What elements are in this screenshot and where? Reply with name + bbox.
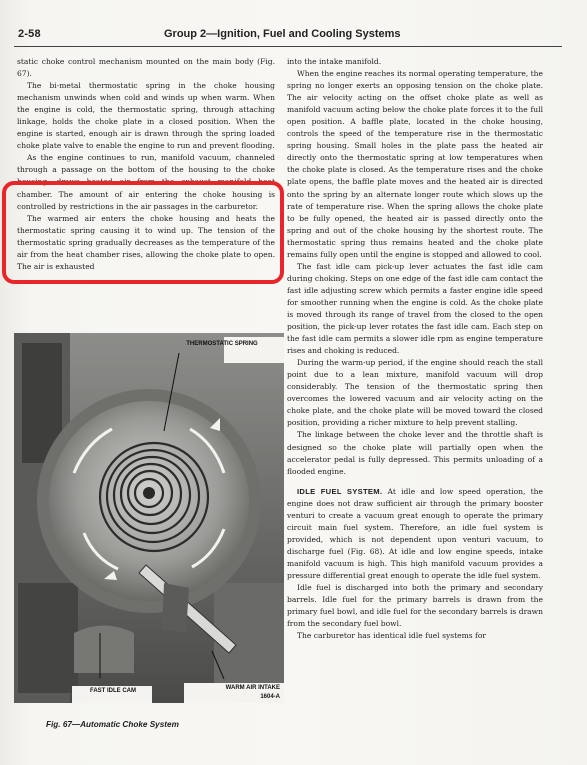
paragraph: The carburetor has identical idle fuel systems for (297, 631, 486, 641)
paragraph: into the intake manifold. (287, 57, 382, 66)
left-column (17, 56, 275, 273)
paragraph: static choke control mechanism mounted on the main body (Fig. 67). (17, 57, 275, 79)
paragraph: Idle fuel is discharged into both the primary and secondary barrels. Idle fuel for the primary barrels is drawn from the primary fuel bowl, and idle fuel for the secondary barrels is drawn from the secondary fuel bowl. (287, 583, 543, 629)
figure-code: 1604-A (260, 694, 280, 700)
paragraph-text: At idle and low speed operation, the engine does not draw sufficient air through the primary booster venturi to create a vacuum great enough to operate the primary circuit main fuel system. Therefore, an idle fuel system is provided, which is not dependent upon venturi vacuum, to discharge fuel (Fig. 68). At idle and low engine speeds, intake manifold vacuum is high. This high manifold vacuum provides a pressure differential great enough to operate the idle fuel system. (287, 486, 543, 580)
page-number: 2-58 (18, 28, 41, 40)
figure-caption: Fig. 67—Automatic Choke System (46, 720, 179, 729)
paragraph: The fast idle cam pick-up lever actuates the fast idle cam during choking. Steps on one edge of the fast idle cam contact the fast idle adjusting screw which permits a faster engine idle speed for smoother running when the engine is cold. As the choke plate is moved through its range of travel from the closed to the open position, the pick-up lever rotates the fast idle cam. Each step on the fast idle cam permits a slower idle rpm as engine temperature rises and choking is reduced. (287, 261, 543, 356)
label-warm-air-intake: WARM AIR INTAKE (225, 685, 280, 691)
page-header (12, 28, 575, 46)
paragraph-idle-fuel-system (287, 486, 543, 582)
label-fast-idle-cam: FAST IDLE CAM (90, 688, 136, 694)
header-rule (14, 46, 562, 47)
right-column (287, 56, 543, 642)
page-title: Group 2—Ignition, Fuel and Cooling Systems (164, 28, 401, 40)
paragraph: During the warm-up period, if the engine should reach the stall point due to a lean mixture, manifold vacuum will drop considerably. The tension of the thermostatic spring then overcomes the lowered vacuum and air velocity acting on the choke plate, and the choke plate will be moved toward the closed position, providing a richer mixture to help prevent stalling. (287, 358, 543, 428)
choke-system-illustration (14, 333, 284, 703)
paragraph: The linkage between the choke lever and the throttle shaft is designed so the choke plate will partially open when the accelerator pedal is fully depressed. This permits unloading of a flooded engine. (287, 430, 543, 476)
paragraph: When the engine reaches its normal operating temperature, the spring no longer exerts an opposing tension on the choke plate. The air velocity acting on the offset choke plate as well as manifold vacuum acting below the choke plate forces it to the full open position. A baffle plate, located in the choke housing, controls the speed of the temperature rise in the thermostatic spring housing. Small holes in the plate pass the heated air directly onto the thermostatic spring at low temperatures when the choke plate is closed. As the temperature rises and the choke plate opens, the baffle plate moves and the heated air is directed onto the spring by an alternate longer route which slows up the rate of temperature rise. When the spring allows the choke plate to be fully opened, the heated air is passed directly onto the spring and out of the choke housing by the shortest route. The thermostatic spring thus remains heated and the choke plate remains fully open until the engine is stopped and allowed to cool. (287, 69, 543, 259)
paragraph: The bi-metal thermostatic spring in the choke housing mechanism unwinds when cold and winds up when warm. When the engine is cold, the thermostatic spring, through attaching linkage, holds the choke plate in a closed position. When the engine is started, enough air is drawn through the spring loaded choke plate valve to enable the engine to run and prevent flooding. (17, 81, 275, 151)
paragraph: As the engine continues to run, manifold vacuum, channeled through a passage on the bottom of the housing to the choke housing, draws heated air from the exhaust manifold heat chamber. The amount of air entering the choke housing is controlled by restrictions in the air passages in the carburetor. (17, 153, 275, 211)
choke-system-figure (14, 333, 284, 703)
label-thermostatic-spring: THERMOSTATIC SPRING (186, 341, 258, 347)
paragraph: The warmed air enters the choke housing and heats the thermostatic spring causing it to wind up. The tension of the thermostatic spring gradually decreases as the temperature of the air from the heat chamber rises, allowing the choke plate to open. The air is exhausted (17, 213, 275, 271)
section-heading: IDLE FUEL SYSTEM. (297, 486, 383, 496)
